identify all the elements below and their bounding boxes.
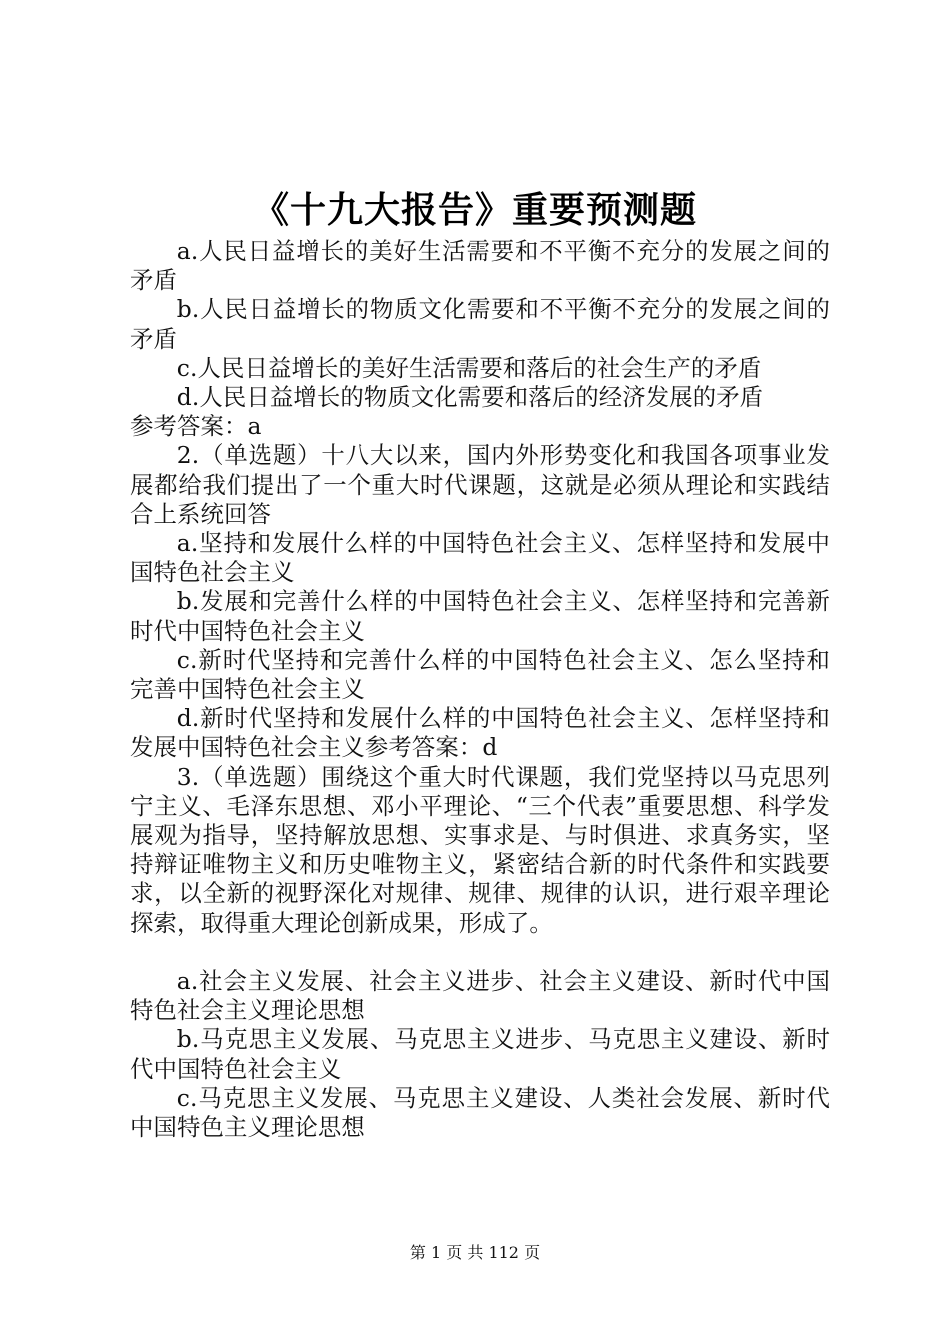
- page-number-label: 第 1 页 共 112 页: [409, 1243, 541, 1262]
- paragraph-option-1c: c.人民日益增长的美好生活需要和落后的社会生产的矛盾: [176, 353, 762, 382]
- document-title: 《十九大报告》重要预测题: [252, 190, 697, 231]
- paragraph-option-3c: c.马克思主义发展、马克思主义建设、人类社会发展、新时代中国特色主义理论思想: [130, 1083, 830, 1142]
- paragraph-option-1b: b.人民日益增长的物质文化需要和不平衡不充分的发展之间的矛盾: [130, 295, 830, 353]
- paragraph-option-2c: c.新时代坚持和完善什么样的中国特色社会主义、怎么坚持和完善中国特色社会主义: [130, 645, 830, 704]
- paragraph-option-2d: d.新时代坚持和发展什么样的中国特色社会主义、怎样坚持和发展中国特色社会主义参考答案：d: [130, 704, 830, 762]
- paragraph-answer-1: 参考答案：a: [130, 412, 262, 441]
- paragraph-option-3b: b.马克思主义发展、马克思主义进步、马克思主义建设、新时代中国特色社会主义: [130, 1025, 830, 1083]
- page-footer: [0, 1243, 950, 1263]
- paragraph-question-2: 2.（单选题）十八大以来，国内外形势变化和我国各项事业发展都给我们提出了一个重大时代课题，这就是必须从理论和实践结合上系统回答: [130, 441, 830, 528]
- paragraph-option-1a: a.人民日益增长的美好生活需要和不平衡不充分的发展之间的矛盾: [130, 237, 830, 295]
- document-body: [130, 237, 830, 1142]
- blank-line: [130, 938, 830, 967]
- paragraph-option-2a: a.坚持和发展什么样的中国特色社会主义、怎样坚持和发展中国特色社会主义: [130, 529, 830, 587]
- paragraph-option-3a: a.社会主义发展、社会主义进步、社会主义建设、新时代中国特色社会主义理论思想: [130, 967, 830, 1025]
- paragraph-option-2b: b.发展和完善什么样的中国特色社会主义、怎样坚持和完善新时代中国特色社会主义: [130, 587, 830, 645]
- paragraph-question-3: 3.（单选题）围绕这个重大时代课题，我们党坚持以马克思列宁主义、毛泽东思想、邓小平理论、“三个代表”重要思想、科学发展观为指导，坚持解放思想、实事求是、与时俱进、求真务实，坚持辩证唯物主义和历史唯物主义，紧密结合新的时代条件和实践要求，以全新的视野深化对规律、规律、规律的认识，进行艰辛理论探索，取得重大理论创新成果，形成了。: [130, 762, 830, 937]
- paragraph-option-1d: d.人民日益增长的物质文化需要和落后的经济发展的矛盾: [176, 383, 764, 412]
